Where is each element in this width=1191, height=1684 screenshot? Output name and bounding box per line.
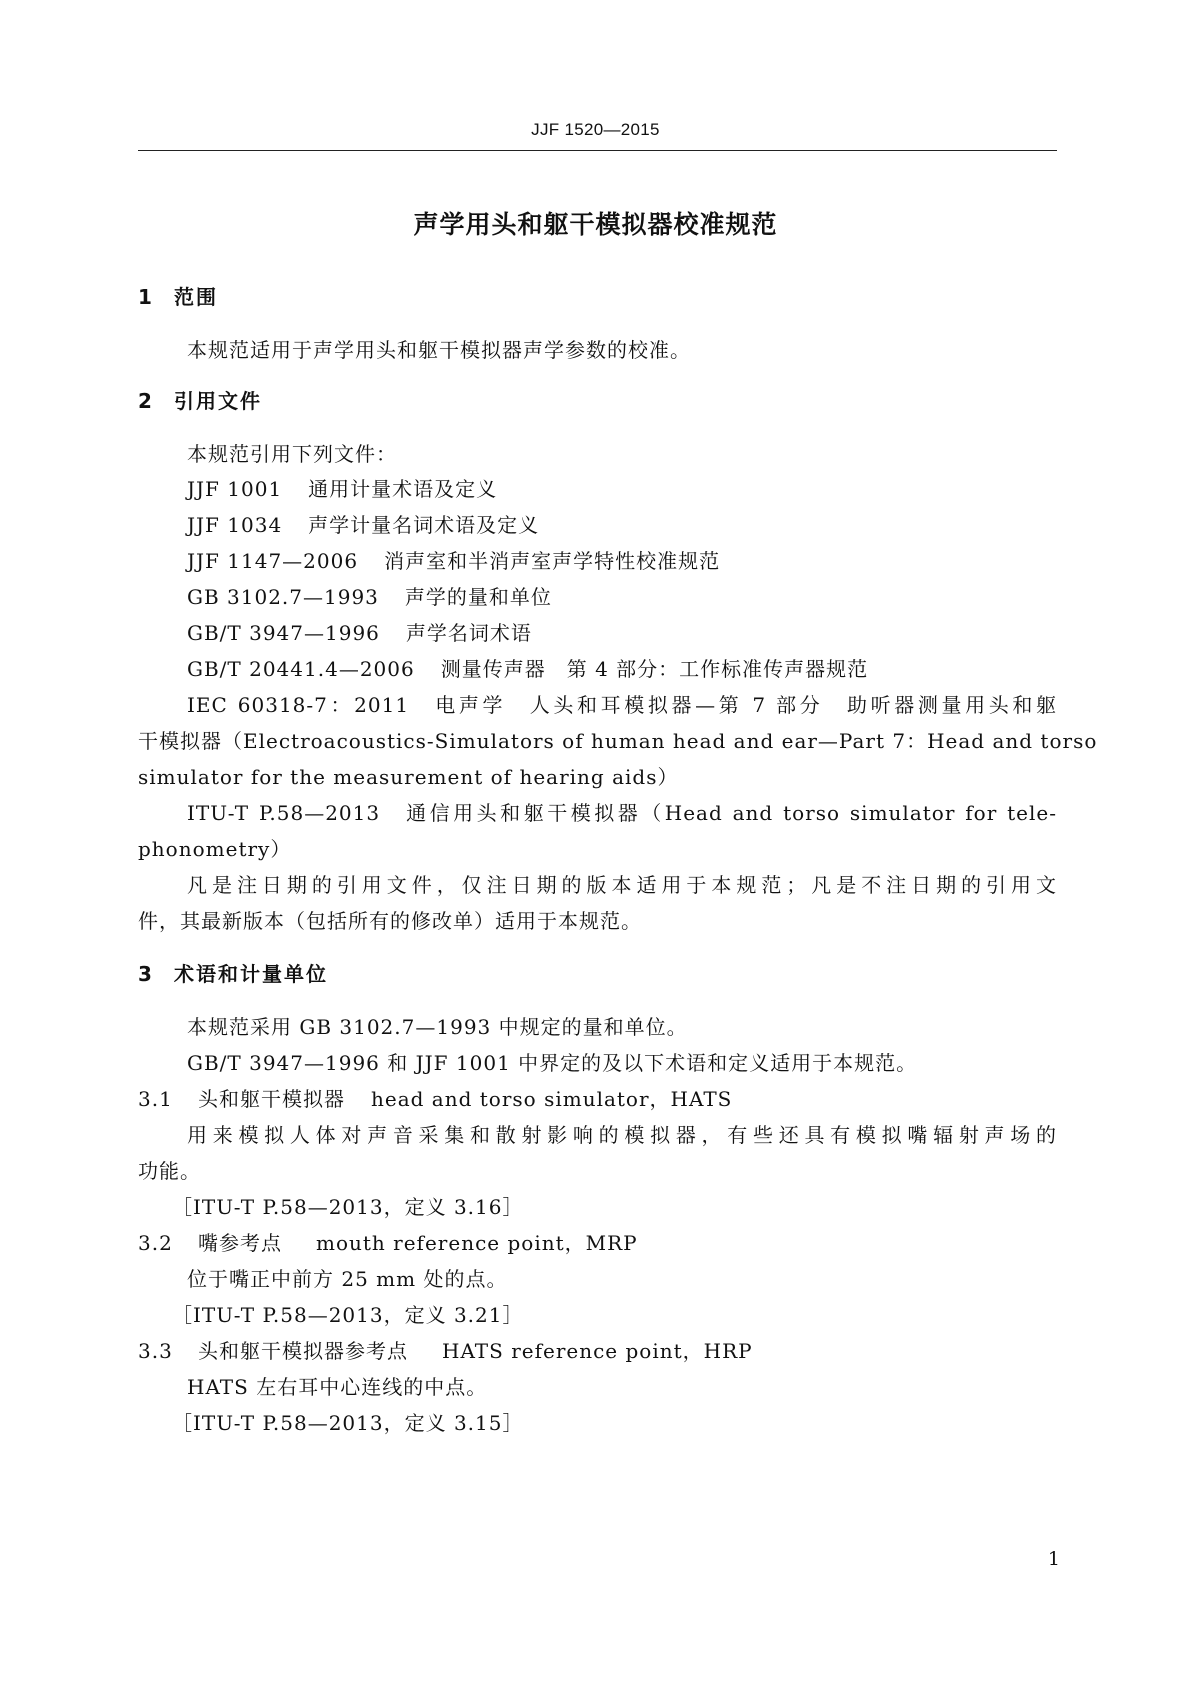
term-definition-line-2: 功能。 <box>138 1159 201 1183</box>
reference-title: 声学的量和单位 <box>404 585 552 609</box>
term-source: ［ITU-T P.58—2013，定义 3.16］ <box>172 1195 524 1219</box>
reference-title: 消声室和半消声室声学特性校准规范 <box>384 549 721 573</box>
reference-item <box>187 549 720 573</box>
section-3-paragraph-1: 本规范采用 GB 3102.7—1993 中规定的量和单位。 <box>187 1015 688 1039</box>
section-1-heading <box>138 285 218 309</box>
term-definition-line-1: 位于嘴正中前方 25 mm 处的点。 <box>187 1267 508 1291</box>
header-standard-code: JJF 1520—2015 <box>531 120 660 139</box>
reference-title: 声学计量名词术语及定义 <box>308 513 540 537</box>
reference-code: GB/T 20441.4—2006 <box>187 657 415 681</box>
term-source: ［ITU-T P.58—2013，定义 3.21］ <box>172 1303 524 1327</box>
section-number: 2 <box>138 389 152 413</box>
section-title: 术语和计量单位 <box>174 962 328 986</box>
references-note-line-1: 凡是注日期的引用文件，仅注日期的版本适用于本规范；凡是不注日期的引用文 <box>187 873 1057 897</box>
reference-item <box>187 621 532 645</box>
section-number: 3 <box>138 962 152 986</box>
term-heading <box>138 1339 753 1363</box>
reference-code: JJF 1001 <box>187 477 283 501</box>
section-1-text: 本规范适用于声学用头和躯干模拟器声学参数的校准。 <box>187 338 691 362</box>
references-note-line-2: 件，其最新版本（包括所有的修改单）适用于本规范。 <box>138 909 642 933</box>
reference-itu-line-1: ITU-T P.58—2013 通信用头和躯干模拟器（Head and torso simulator for tele- <box>187 801 1057 825</box>
section-3-paragraph-2: GB/T 3947—1996 和 JJF 1001 中界定的及以下术语和定义适用于本规范。 <box>187 1051 918 1075</box>
reference-code: GB/T 3947—1996 <box>187 621 380 645</box>
reference-title: 声学名词术语 <box>405 621 532 645</box>
reference-code: JJF 1147—2006 <box>187 549 359 573</box>
reference-itu-line-2: phonometry） <box>138 837 292 861</box>
page-title: 声学用头和躯干模拟器校准规范 <box>413 210 778 239</box>
term-chinese: 嘴参考点 <box>198 1231 282 1255</box>
term-number: 3.2 <box>138 1231 173 1255</box>
references-intro: 本规范引用下列文件： <box>187 442 397 466</box>
term-english: HATS reference point，HRP <box>442 1339 753 1363</box>
reference-title: 测量传声器 第 4 部分：工作标准传声器规范 <box>440 657 869 681</box>
term-english: head and torso simulator，HATS <box>371 1087 733 1111</box>
section-number: 1 <box>138 285 152 309</box>
reference-iec-line-2: 干模拟器（Electroacoustics-Simulators of human head and ear—Part 7：Head and torso <box>138 729 1098 753</box>
reference-iec-line-1: IEC 60318-7：2011 电声学 人头和耳模拟器—第 7 部分 助听器测量用头和躯 <box>187 693 1057 717</box>
term-chinese: 头和躯干模拟器 <box>198 1087 345 1111</box>
reference-code: JJF 1034 <box>187 513 283 537</box>
term-number: 3.3 <box>138 1339 173 1363</box>
header-rule <box>138 150 1057 151</box>
term-definition-line-1: HATS 左右耳中心连线的中点。 <box>187 1375 488 1399</box>
term-heading <box>138 1087 732 1111</box>
page-number: 1 <box>1047 1548 1060 1570</box>
reference-item <box>187 513 539 537</box>
reference-title: 通用计量术语及定义 <box>308 477 498 501</box>
reference-item <box>187 657 868 681</box>
section-title: 范围 <box>174 285 218 309</box>
section-2-heading <box>138 389 262 413</box>
term-heading <box>138 1231 638 1255</box>
reference-item <box>187 477 497 501</box>
term-chinese: 头和躯干模拟器参考点 <box>198 1339 408 1363</box>
reference-code: GB 3102.7—1993 <box>187 585 379 609</box>
section-title: 引用文件 <box>174 389 262 413</box>
term-source: ［ITU-T P.58—2013，定义 3.15］ <box>172 1411 524 1435</box>
section-3-heading <box>138 962 328 986</box>
reference-iec-line-3: simulator for the measurement of hearing aids） <box>138 765 679 789</box>
reference-item <box>187 585 552 609</box>
term-number: 3.1 <box>138 1087 173 1111</box>
term-definition-line-1: 用来模拟人体对声音采集和散射影响的模拟器，有些还具有模拟嘴辐射声场的 <box>187 1123 1057 1147</box>
term-english: mouth reference point，MRP <box>316 1231 638 1255</box>
